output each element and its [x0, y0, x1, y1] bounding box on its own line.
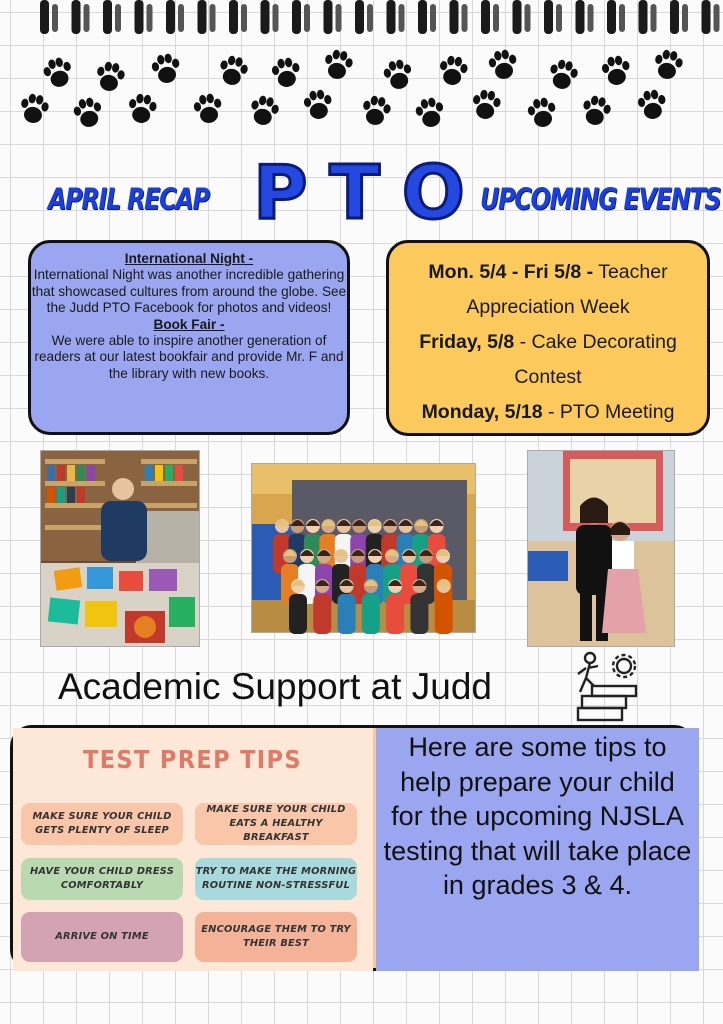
spiral-ring [481, 0, 490, 34]
spiral-ring [367, 4, 373, 32]
paw-print-icon [212, 50, 255, 93]
spiral-ring [261, 0, 270, 34]
paw-print-icon [122, 89, 163, 130]
event-name: - PTO Meeting [548, 401, 675, 423]
event-item [393, 325, 703, 395]
pto-group-photo [251, 463, 476, 633]
spiral-ring [670, 0, 679, 34]
svg-text:PTO: PTO [253, 150, 487, 236]
paw-print-icon [89, 56, 131, 98]
paw-print-icon [575, 90, 618, 133]
spiral-ring [702, 0, 711, 34]
tip-morning-routine: TRY TO MAKE THE MORNING ROUTINE NON-STRESSFUL [195, 858, 357, 900]
tip-arrive-on-time: ARRIVE ON TIME [21, 912, 183, 962]
tip-dress: HAVE YOUR CHILD DRESS COMFORTABLY [21, 858, 183, 900]
spiral-ring [430, 4, 436, 32]
event-date: Mon. 5/4 - Fri 5/8 - [428, 261, 594, 283]
paw-print-icon [433, 51, 474, 92]
spiral-ring [525, 4, 531, 32]
spiral-ring [714, 4, 720, 32]
april-recap-heading: APRIL RECAP [48, 182, 209, 216]
tips-description-panel [376, 728, 699, 971]
spiral-ring [513, 0, 522, 34]
academic-support-title: Academic Support at Judd [58, 666, 492, 707]
paw-print-icon [355, 90, 397, 132]
spiral-ring [544, 0, 553, 34]
paw-print-icon [36, 51, 80, 95]
paw-print-icon [521, 92, 563, 134]
upcoming-events-heading: UPCOMING EVENTS [480, 182, 721, 216]
spiral-ring [210, 4, 216, 32]
spiral-ring [115, 4, 121, 32]
spiral-ring [72, 0, 81, 34]
paw-print-icon [266, 53, 307, 94]
paw-print-icon [632, 85, 673, 126]
paw-print-icon [13, 88, 55, 130]
paw-print-icon [298, 85, 339, 126]
international-night-photo [527, 450, 675, 647]
spiral-ring [651, 4, 657, 32]
tip-encourage: ENCOURAGE THEM TO TRY THEIR BEST [195, 912, 357, 962]
spiral-ring [292, 0, 301, 34]
test-prep-tips-title: TEST PREP TIPS [83, 745, 302, 774]
tip-breakfast: MAKE SURE YOUR CHILD EATS A HEALTHY BREAKFAST [195, 803, 357, 845]
international-night-heading: International Night - [124, 251, 254, 266]
international-night-text: International Night was another incredible gathering that showcased cultures from around the globe. See the Judd PTO Facebook for photos and videos! [31, 267, 347, 316]
spiral-ring [147, 4, 153, 32]
spiral-ring [619, 4, 625, 32]
spiral-ring [135, 0, 144, 34]
paw-print-icon [377, 54, 420, 97]
event-name: - Cake Decorating Contest [514, 331, 677, 388]
spiral-ring [52, 4, 58, 32]
paw-print-icon [542, 54, 585, 97]
spiral-ring [576, 0, 585, 34]
spiral-ring [607, 0, 616, 34]
spiral-ring [556, 4, 562, 32]
pto-title [253, 150, 487, 236]
spiral-ring [336, 4, 342, 32]
spiral-ring [418, 0, 427, 34]
paw-print-icon [187, 88, 229, 130]
event-name: Teacher Appreciation Week [466, 261, 668, 318]
april-recap-box [28, 240, 350, 435]
spiral-ring [493, 4, 499, 32]
spiral-ring [462, 4, 468, 32]
spiral-ring [450, 0, 459, 34]
book-fair-heading: Book Fair - [153, 316, 225, 332]
paw-print-icon [243, 90, 286, 133]
paw-print-icon [482, 44, 524, 86]
event-date: Monday, 5/18 [421, 401, 543, 423]
paw-prints-decoration [0, 45, 723, 135]
paw-print-icon [596, 51, 637, 92]
paw-print-icon [647, 44, 689, 86]
spiral-ring [198, 0, 207, 34]
spiral-ring [399, 4, 405, 32]
spiral-ring [273, 4, 279, 32]
test-prep-tips-card [13, 728, 373, 971]
upcoming-events-box [386, 240, 710, 436]
spiral-ring [387, 0, 396, 34]
spiral-ring [166, 0, 175, 34]
paw-print-icon [67, 92, 110, 135]
spiral-ring [241, 4, 247, 32]
event-date: Friday, 5/8 [419, 331, 515, 353]
spiral-ring [639, 0, 648, 34]
paw-print-icon [317, 44, 359, 86]
paw-print-icon [145, 48, 187, 90]
spiral-ring [588, 4, 594, 32]
paw-print-icon [409, 92, 452, 135]
spiral-ring [84, 4, 90, 32]
spiral-ring [304, 4, 310, 32]
event-item [393, 255, 703, 325]
spiral-ring [178, 4, 184, 32]
spiral-ring [40, 0, 49, 34]
tips-description: Here are some tips to help prepare your child for the upcoming NJSLA testing that will take place in grades 3 & 4. [383, 732, 692, 900]
tip-sleep: MAKE SURE YOUR CHILD GETS PLENTY OF SLEEP [21, 803, 183, 845]
book-fair-photo [40, 450, 200, 647]
test-prep-section [10, 725, 696, 971]
spiral-ring [324, 0, 333, 34]
spiral-ring [229, 0, 238, 34]
event-item [393, 395, 703, 430]
spiral-ring [355, 0, 364, 34]
book-fair-text: We were able to inspire another generation of readers at our latest bookfair and provide Mr. F and the library with new books. [34, 333, 344, 381]
stair-climber-gear-icon [572, 650, 644, 724]
spiral-binding-icon [0, 0, 723, 40]
spiral-ring [682, 4, 688, 32]
spiral-ring [103, 0, 112, 34]
paw-print-icon [466, 85, 507, 126]
